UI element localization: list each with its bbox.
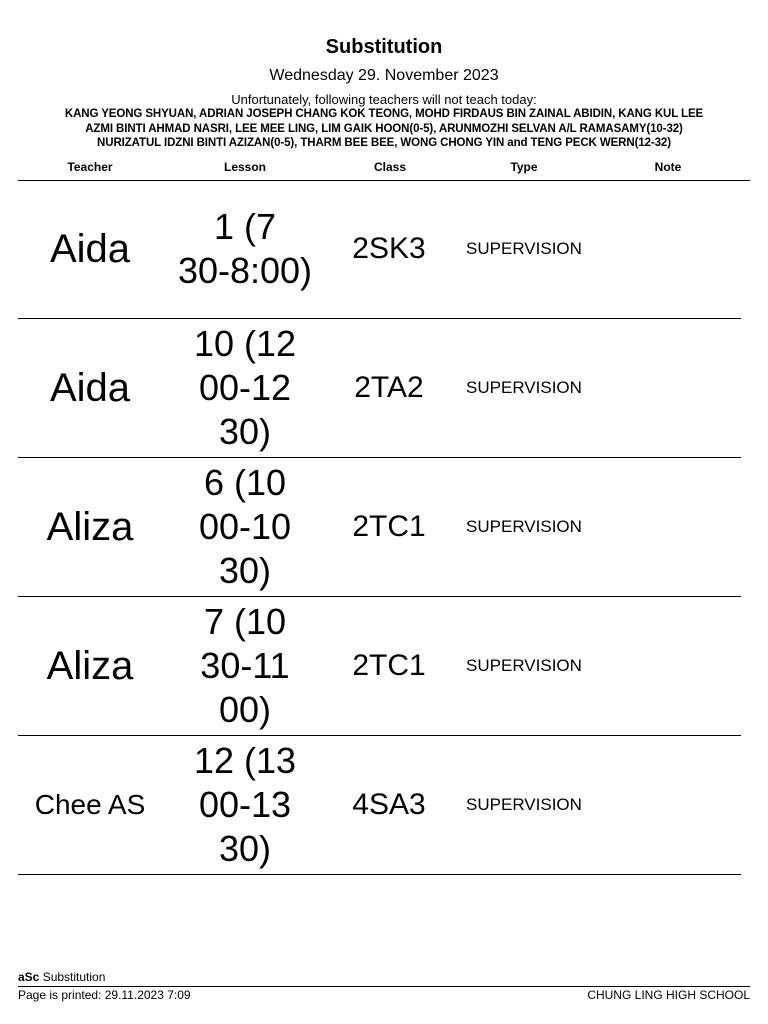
teacher-cell: Aida (49, 226, 131, 271)
type-cell: SUPERVISION (466, 378, 582, 397)
footer-app-label (18, 970, 105, 984)
class-cell: 4SA3 (352, 788, 426, 821)
absent-intro: Unfortunately, following teachers will not teach today: (231, 92, 537, 107)
lesson-line: 10 (12 (193, 323, 297, 364)
lesson-cell (168, 319, 322, 457)
teacher-cell: Aida (49, 365, 131, 410)
lesson-line: 30-11 (200, 645, 290, 686)
lesson-line: 00-12 (198, 367, 292, 408)
table-header (18, 158, 750, 181)
absent-line: NURIZATUL IDZNI BINTI AZIZAN(0-5), THARM BEE BEE, WONG CHONG YIN and TENG PECK WERN(12-32) (97, 137, 671, 149)
app-name: Substitution (39, 970, 106, 984)
substitution-table (18, 180, 741, 875)
note-cell (598, 458, 738, 596)
type-cell: SUPERVISION (466, 517, 582, 536)
column-header-teacher: Teacher (67, 160, 113, 174)
page-title: Substitution (325, 36, 443, 58)
lesson-cell (168, 736, 322, 874)
table-row (18, 319, 741, 458)
absent-line: AZMI BINTI AHMAD NASRI, LEE MEE LING, LIM GAIK HOON(0-5), ARUNMOZHI SELVAN A/L RAMASAMY(10-32) (85, 122, 683, 135)
column-header-note: Note (654, 160, 682, 174)
teacher-cell: Chee AS (34, 789, 146, 820)
class-cell: 2TC1 (352, 649, 426, 682)
lesson-line: 30) (218, 550, 271, 591)
lesson-cell (168, 597, 322, 735)
type-cell: SUPERVISION (466, 795, 582, 814)
column-header-type: Type (510, 160, 538, 174)
type-cell: SUPERVISION (466, 239, 582, 258)
lesson-line: 00-13 (198, 784, 292, 825)
note-cell (598, 736, 738, 874)
lesson-cell (168, 180, 322, 318)
class-cell: 2SK3 (352, 232, 426, 265)
class-cell: 2TA2 (354, 371, 424, 404)
school-name: CHUNG LING HIGH SCHOOL (587, 988, 750, 1002)
column-header-lesson: Lesson (223, 160, 267, 174)
type-cell: SUPERVISION (466, 656, 582, 675)
teacher-cell: Aliza (46, 504, 134, 549)
lesson-line: 12 (13 (193, 740, 297, 781)
table-row (18, 597, 741, 736)
table-row (18, 180, 741, 319)
table-row (18, 458, 741, 597)
lesson-line: 6 (10 (203, 462, 287, 503)
note-cell (598, 319, 738, 457)
note-cell (598, 180, 738, 318)
footer-divider (18, 986, 750, 987)
lesson-line: 7 (10 (203, 601, 287, 642)
column-header-class: Class (373, 160, 407, 174)
absent-teachers-list (20, 107, 748, 151)
lesson-cell (168, 458, 322, 596)
app-brand: aSc (18, 970, 40, 984)
table-row (18, 736, 741, 875)
lesson-line: 30) (218, 828, 271, 869)
absent-line: KANG YEONG SHYUAN, ADRIAN JOSEPH CHANG KOK TEONG, MOHD FIRDAUS BIN ZAINAL ABIDIN, KANG KUL LEE (64, 108, 704, 120)
teacher-cell: Aliza (46, 643, 134, 688)
class-cell: 2TC1 (352, 510, 426, 543)
printed-timestamp: Page is printed: 29.11.2023 7:09 (18, 988, 191, 1002)
lesson-line: 00-10 (198, 506, 292, 547)
lesson-line: 1 (7 (213, 206, 277, 247)
note-cell (598, 597, 738, 735)
lesson-line: 30-8:00) (177, 250, 313, 291)
lesson-line: 30) (218, 411, 271, 452)
lesson-line: 00) (218, 689, 272, 730)
page-date: Wednesday 29. November 2023 (269, 67, 499, 84)
